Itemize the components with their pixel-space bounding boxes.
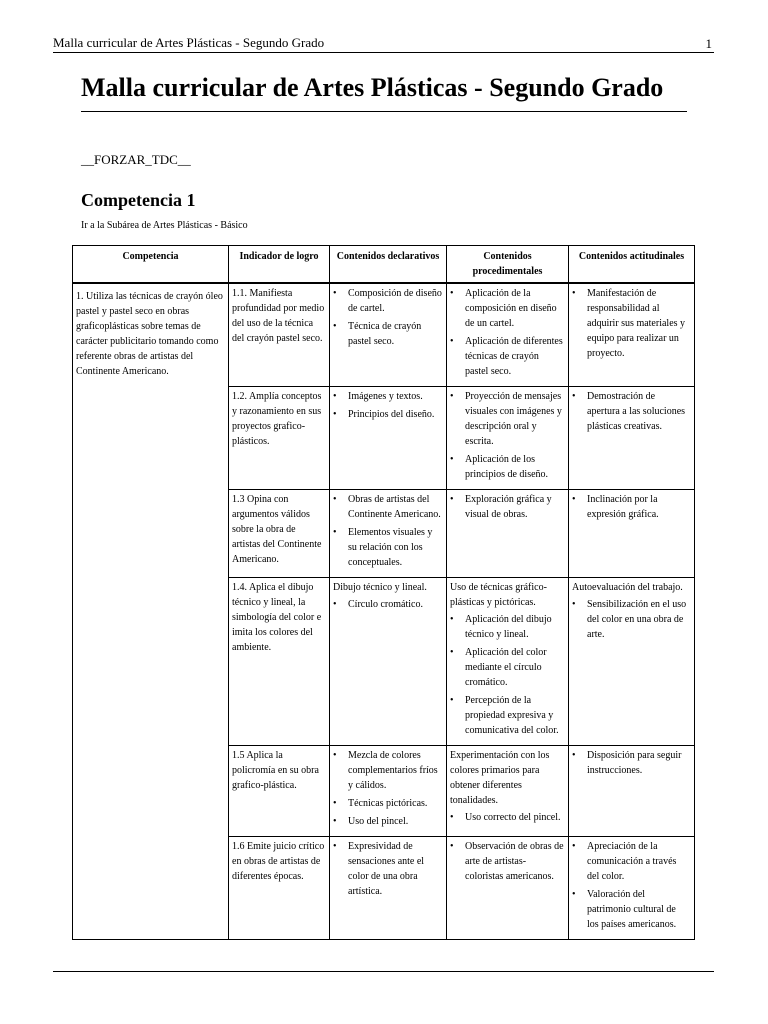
list-item: • Proyección de mensajes visuales con imágenes y descripción oral y escrita. — [450, 389, 564, 449]
actitudinales-list — [572, 748, 690, 778]
declarativos-list — [333, 492, 442, 570]
procedimentales-cell — [447, 387, 569, 490]
list-item: • Observación de obras de arte de artistas-coloristas americanos. — [450, 839, 564, 884]
procedimentales-list — [450, 492, 564, 522]
header-declarativos: Contenidos declarativos — [330, 246, 447, 284]
declarativos-list — [333, 748, 442, 829]
declarativos-cell — [330, 490, 447, 578]
section-title: Competencia 1 — [81, 190, 196, 210]
procedimentales-list — [450, 810, 564, 825]
footer-rule — [53, 971, 714, 972]
list-item: • Obras de artistas del Continente Americano. — [333, 492, 442, 522]
list-item: • Principios del diseño. — [333, 407, 442, 422]
indicador-cell: 1.1. Manifiesta profundidad por medio del uso de la técnica del crayón pastel seco. — [229, 283, 330, 387]
procedimentales-cell — [447, 490, 569, 578]
list-item: • Elementos visuales y su relación con los conceptuales. — [333, 525, 442, 570]
list-item: • Uso correcto del pincel. — [450, 810, 564, 825]
list-item: • Técnica de crayón pastel seco. — [333, 319, 442, 349]
list-item: • Inclinación por la expresión gráfica. — [572, 492, 690, 522]
indicador-cell: 1.2. Amplía conceptos y razonamiento en sus proyectos grafico-plásticos. — [229, 387, 330, 490]
actitudinales-list — [572, 389, 690, 434]
indicador-cell: 1.6 Emite juicio crítico en obras de artistas de diferentes épocas. — [229, 837, 330, 940]
actitudinales-list — [572, 839, 690, 932]
actitudinales-cell — [569, 837, 695, 940]
actitudinales-list — [572, 286, 690, 361]
actitudinales-cell — [569, 283, 695, 387]
declarativos-list — [333, 839, 442, 899]
list-item: • Aplicación del color mediante el círculo cromático. — [450, 645, 564, 690]
table-header-row — [73, 246, 695, 284]
procedimentales-cell — [447, 578, 569, 746]
declarativos-list — [333, 597, 442, 612]
list-item: • Expresividad de sensaciones ante el color de una obra artística. — [333, 839, 442, 899]
declarativos-cell — [330, 746, 447, 837]
list-item: • Mezcla de colores complementarios fríos y cálidos. — [333, 748, 442, 793]
table-row — [73, 283, 695, 387]
actitudinales-list — [572, 597, 690, 642]
indicador-cell: 1.5 Aplica la policromía en su obra grafico-plástica. — [229, 746, 330, 837]
running-header-title: Malla curricular de Artes Plásticas - Segundo Grado — [53, 35, 325, 50]
procedimentales-cell — [447, 283, 569, 387]
indicador-cell: 1.4. Aplica el dibujo técnico y lineal, la simbología del color e imita los colores del ambiente. — [229, 578, 330, 746]
forzar-tdc-text: __FORZAR_TDC__ — [81, 152, 191, 167]
header-procedimentales: Contenidos procedimentales — [447, 246, 569, 284]
competencia-cell: 1. Utiliza las técnicas de crayón óleo pastel y pastel seco en obras graficoplásticas sobre temas de carácter publicitario tomando como referente obras de artistas del Continente Americano. — [73, 283, 229, 940]
page-number: 1 — [705, 36, 712, 51]
list-item: • Manifestación de responsabilidad al adquirir sus materiales y equipo para realizar un proyecto. — [572, 286, 690, 361]
declarativos-list — [333, 286, 442, 349]
procedimentales-list — [450, 389, 564, 482]
actitudinales-cell — [569, 490, 695, 578]
list-item: • Aplicación de la composición en diseño de un cartel. — [450, 286, 564, 331]
actitudinales-cell — [569, 387, 695, 490]
actitudinales-list — [572, 492, 690, 522]
procedimentales-cell — [447, 746, 569, 837]
list-item: • Aplicación de los principios de diseño. — [450, 452, 564, 482]
actitudinales-plain-text: Autoevaluación del trabajo. — [572, 582, 683, 593]
list-item: • Percepción de la propiedad expresiva y comunicativa del color. — [450, 693, 564, 738]
list-item: • Imágenes y textos. — [333, 389, 442, 404]
list-item: • Valoración del patrimonio cultural de los países americanos. — [572, 887, 690, 932]
procedimentales-list — [450, 839, 564, 884]
indicador-cell: 1.3 Opina con argumentos válidos sobre la obra de artistas del Continente Americano. — [229, 490, 330, 578]
declarativos-plain-text: Dibujo técnico y lineal. — [333, 582, 427, 593]
running-header — [53, 34, 714, 53]
declarativos-cell — [330, 387, 447, 490]
list-item: • Apreciación de la comunicación a través del color. — [572, 839, 690, 884]
declarativos-cell — [330, 578, 447, 746]
list-item: • Técnicas pictóricas. — [333, 796, 442, 811]
list-item: • Demostración de apertura a las soluciones plásticas creativas. — [572, 389, 690, 434]
list-item: • Círculo cromático. — [333, 597, 442, 612]
header-competencia: Competencia — [73, 246, 229, 284]
list-item: • Disposición para seguir instrucciones. — [572, 748, 690, 778]
curriculum-table — [72, 245, 695, 940]
list-item: • Exploración gráfica y visual de obras. — [450, 492, 564, 522]
declarativos-cell — [330, 283, 447, 387]
list-item: • Aplicación de diferentes técnicas de crayón pastel seco. — [450, 334, 564, 379]
list-item: • Aplicación del dibujo técnico y lineal. — [450, 612, 564, 642]
list-item: • Composición de diseño de cartel. — [333, 286, 442, 316]
header-indicador: Indicador de logro — [229, 246, 330, 284]
actitudinales-cell — [569, 746, 695, 837]
declarativos-cell — [330, 837, 447, 940]
document-title: Malla curricular de Artes Plásticas - Segundo Grado — [81, 72, 687, 112]
header-actitudinales: Contenidos actitudinales — [569, 246, 695, 284]
procedimentales-plain-text: Experimentación con los colores primarios para obtener diferentes tonalidades. — [450, 750, 550, 806]
procedimentales-list — [450, 286, 564, 379]
procedimentales-list — [450, 612, 564, 738]
actitudinales-cell — [569, 578, 695, 746]
list-item: • Sensibilización en el uso del color en una obra de arte. — [572, 597, 690, 642]
procedimentales-cell — [447, 837, 569, 940]
subarea-link[interactable]: Ir a la Subárea de Artes Plásticas - Básico — [81, 220, 248, 231]
procedimentales-plain-text: Uso de técnicas gráfico-plásticas y pictóricas. — [450, 582, 547, 608]
declarativos-list — [333, 389, 442, 422]
list-item: • Uso del pincel. — [333, 814, 442, 829]
